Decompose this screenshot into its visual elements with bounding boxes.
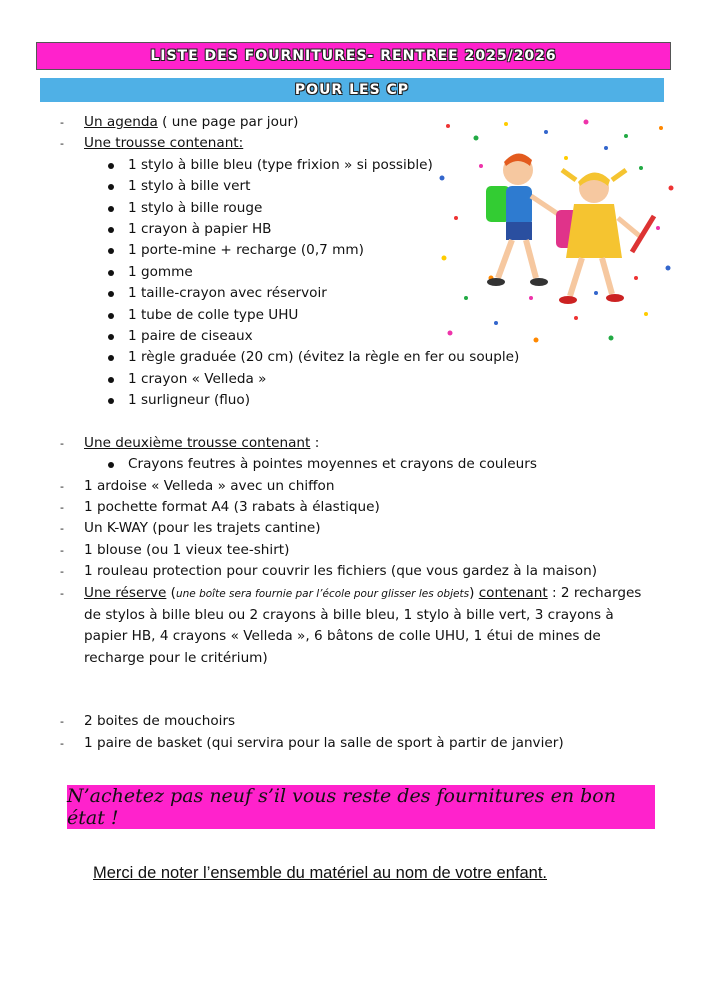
bullet <box>108 270 114 276</box>
list-item: - 1 rouleau protection pour couvrir les fichiers (que vous gardez à la maison) <box>60 561 660 582</box>
page-subtitle: POUR LES CP <box>294 82 410 98</box>
spacer <box>60 412 660 433</box>
spacer <box>60 669 660 711</box>
bullet <box>108 355 114 361</box>
notice-text: N’achetez pas neuf s’il vous reste des fournitures en bon état ! <box>67 785 616 829</box>
list-item: 1 tube de colle type UHU <box>60 305 660 326</box>
supplies-list <box>60 112 660 754</box>
footer-note: Merci de noter l’ensemble du matériel au nom de votre enfant. <box>93 864 547 882</box>
list-item: 1 crayon « Velleda » <box>60 369 660 390</box>
list-dash: - <box>60 586 64 600</box>
bullet <box>108 462 114 468</box>
list-dash: - <box>60 116 64 129</box>
bullet <box>108 248 114 254</box>
page-title: LISTE DES FOURNITURES- RENTREE 2025/2026 <box>150 48 557 64</box>
bullet <box>108 398 114 404</box>
list-dash: - <box>60 137 64 151</box>
list-dash: - <box>60 500 64 514</box>
bullet <box>108 206 114 212</box>
list-item: - Un K-WAY (pour les trajets cantine) <box>60 518 660 539</box>
list-item: 1 stylo à bille vert <box>60 176 660 197</box>
bullet <box>108 163 114 169</box>
bullet <box>108 291 114 297</box>
list-dash: - <box>60 715 64 729</box>
list-item-trousse-2: - Une deuxième trousse contenant : <box>60 433 660 454</box>
trousse-label: Une trousse contenant: <box>84 135 244 152</box>
bullet <box>108 377 114 383</box>
list-item: - 1 blouse (ou 1 vieux tee-shirt) <box>60 540 660 561</box>
bullet <box>108 227 114 233</box>
list-dash: - <box>60 736 64 750</box>
list-item: 1 stylo à bille bleu (type frixion » si possible) <box>60 155 660 176</box>
reserve-text: : 2 recharges de stylos à bille bleu ou 2 crayons à bille bleu, 1 stylo à bille vert, 3 crayons à papier HB, 4 crayons « Velleda », 6 bâtons de colle UHU, 1 étui de mines de recharge pour le critérium) <box>84 584 642 666</box>
list-item: - 1 paire de basket (qui servira pour la salle de sport à partir de janvier) <box>60 733 660 754</box>
bullet <box>108 184 114 190</box>
list-item: - 2 boites de mouchoirs <box>60 711 660 732</box>
list-dash: - <box>60 565 64 579</box>
list-item: 1 règle graduée (20 cm) (évitez la règle en fer ou souple) <box>60 347 660 368</box>
agenda-text: ( une page par jour) <box>157 114 299 130</box>
list-item: - 1 ardoise « Velleda » avec un chiffon <box>60 476 660 497</box>
agenda-label: Un agenda <box>84 114 158 130</box>
list-item-agenda <box>60 112 660 133</box>
notice-box <box>67 785 655 829</box>
list-dash: - <box>60 436 64 450</box>
list-item: 1 paire de ciseaux <box>60 326 660 347</box>
list-item: 1 crayon à papier HB <box>60 219 660 240</box>
reserve-note: une boîte sera fournie par l’école pour glisser les objets <box>175 587 470 600</box>
list-item-trousse <box>60 133 660 154</box>
contenant-label: contenant <box>478 584 548 601</box>
reserve-label: Une réserve <box>84 584 167 601</box>
list-dash: - <box>60 479 64 493</box>
list-dash: - <box>60 522 64 536</box>
bullet <box>108 313 114 319</box>
bullet <box>108 334 114 340</box>
list-item: 1 taille-crayon avec réservoir <box>60 283 660 304</box>
trousse-2-label: Une deuxième trousse contenant <box>84 434 311 451</box>
list-dash: - <box>60 543 64 557</box>
list-item: 1 gomme <box>60 262 660 283</box>
list-item-reserve: - Une réserve (une boîte sera fournie par l’école pour glisser les objets) contenant : 2 recharges de stylos à bille bleu ou 2 crayons à bille bleu, 1 stylo à bille vert, 3 crayons à papier HB, 4 crayons « Velleda », 6 bâtons de colle UHU, 1 étui de mines de recharge pour le critérium) <box>60 584 642 666</box>
title-banner <box>36 42 671 70</box>
list-item: - 1 pochette format A4 (3 rabats à élastique) <box>60 497 660 518</box>
list-item: 1 surligneur (fluo) <box>60 390 660 411</box>
list-item: Crayons feutres à pointes moyennes et crayons de couleurs <box>60 454 660 475</box>
subtitle-banner <box>40 78 664 102</box>
list-item: 1 stylo à bille rouge <box>60 198 660 219</box>
list-item: 1 porte-mine + recharge (0,7 mm) <box>60 240 660 261</box>
